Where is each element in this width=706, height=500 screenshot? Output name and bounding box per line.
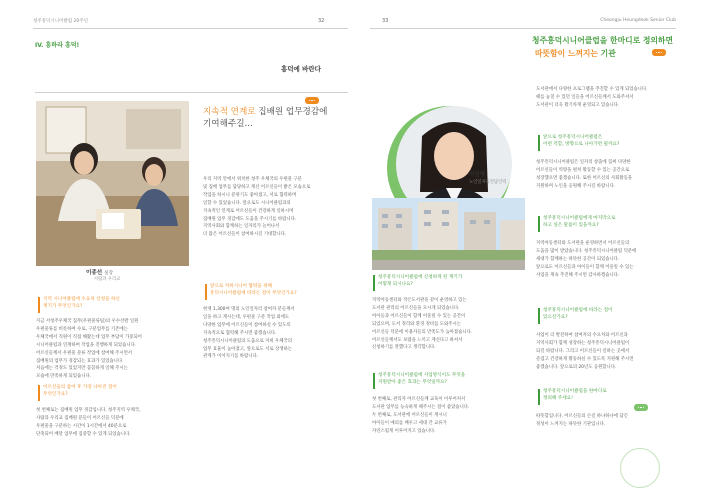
question-6-text: 앞으로 청주흥덕시니어클럽은 어떤 역할, 방향으로 나아가면 될까요?	[543, 135, 620, 147]
right-intro-text: 도서관에서 다양한 프로그램을 추진할 수 있게 되었습니다. 때를 놓칠 수 있던 일들을 어르신들께서 도와주셔서 도서관이 더욱 활기차게 운영되고 있습니다.	[536, 87, 648, 108]
answer-7: 지역아동센터와 도서관을 운영하면서 어르신들의 도움을 많이 받았습니다. 청주흥덕시니어클럽 덕분에 세대가 함께하는 따뜻한 공간이 되었습니다. 앞으로도 어르신들과 아이들이 함께 어울릴 수 있는 사업을 계속 추진해 주시면 감사하겠습니다.	[536, 241, 637, 278]
question-9-bar	[538, 389, 540, 405]
interviewee1-role: 실장	[104, 271, 114, 276]
question-3-text: 앞으로 저희시니어 협력을 위해 흥덕시니어클럽에 바라는 점이 무엇인가요?	[210, 284, 297, 296]
headline-1-rest: 집배원 업무경감에	[255, 107, 328, 117]
question-4	[373, 275, 523, 291]
answer-1: 지금 서청주우체국 집무(우편물류팀)의 우수선발 일원 우편물류를 비롯하여 수로, 구분업무를 기존에는 우체국에서 직원이 직접 해왔는데 업무 부담이 가중되어 시니어클럽과 연계하여 작업을 진행하게 되었습니다. 어르신들께서 우편물 분류 작업에 참여해 주시면서 집배원의 업무가 경감되는 효과가 있었습니다. 처음에는 걱정도 있었지만 꼼꼼하게 일해 주시는 모습에 만족하게 되었습니다.	[36, 319, 142, 380]
answer-8: 사업이 더 발전하여 참여자의 수요처와 어르신과 지역사회가 함께 성장하는 청주흥덕시니어클럽이 되길 바랍니다. 그리고 어르신들이 일하는 곳에서 즐겁고 건강하게 활동하실 수 있도록 지원해 주시면 좋겠습니다. 앞으로의 20년도 응원합니다.	[536, 333, 634, 370]
question-1-bar	[38, 297, 40, 313]
answer-4: 지역아동센터와 작은도서관을 같이 운영하고 있는 도서관 관리의 어르신들을 모시게 되었습니다. 아이들과 어르신들이 함께 어울릴 수 있는 공간이 되었으며, 도서 정리와 환경 정비를 도와주시는 어르신들 덕분에 이용자들의 만족도가 높아졌습니다. 어르신들께서도 보람을 느끼고 계신다고 하셔서 신청하기를 잘했다고 생각합니다.	[372, 298, 473, 351]
headline-1-highlight: 지속적 연계로	[203, 107, 256, 117]
mid-column-text: 우리 지역 안에서 위치한 청주 우체국의 우편물 구분 및 집배 업무를 담당하고 계신 어르신들이 밝은 모습으로 작업을 하시니 분위기도 좋아졌고, 서로 협력하며 일할 수 있었습니다. 앞으로도 시니어클럽과의 지속적인 연계로 어르신들이 건강하게 일하시며 집배원 업무 경감에도 도움을 주시기를 바랍니다. 지역사회와 함께하는 일자리가 늘어나서 더 많은 어르신들이 참여하시길 기대합니다.	[203, 177, 311, 238]
answer-9: 따뜻함입니다. 어르신들의 손길 하나하나에 담긴 정성이 느껴지는 따뜻한 기관입니다.	[536, 414, 628, 427]
interviewee2-name: 서진영	[469, 172, 486, 178]
question-9-text: 청주흥덕시니어클럽을 한마디로 정의해 주세요!	[543, 389, 607, 401]
question-9	[538, 389, 678, 405]
question-5-text: 청주흥덕시니어클럽에 사업방식이도 무엇을 지원받아 좋은 효과는 무엇일까요?	[378, 373, 466, 385]
header-right-text: Cheongju Heungdeok Senior Club	[600, 18, 676, 23]
page-number-right: 33	[382, 18, 389, 24]
header-rule-right	[370, 28, 676, 29]
question-7-text: 청주흥덕시니어클럽에게 마지막으로 하고 싶은 말씀이 있을까요?	[543, 216, 616, 228]
answer-3: 현재 1,300여 명의 노인일자리 참여자 분들께서 일을 하고 계시는데, 우편물 구분 작업 외에도 다양한 업무에 어르신들이 참여하실 수 있도록 지속적으로 협력해 주시면 좋겠습니다. 청주흥덕시니어클럽의 도움으로 저희 우체국의 업무 효율이 높아졌고, 앞으로도 서로 상생하는 관계가 이어지기를 바랍니다.	[203, 307, 295, 360]
question-8	[538, 308, 678, 324]
question-1	[38, 297, 188, 313]
interviewee1-org: 사람과 우리교	[94, 277, 121, 282]
question-4-text: 청주흥덕시니어클럽에 신청하게 된 계기가 어떻게 되시나요?	[378, 275, 463, 287]
interviewee1-name	[86, 268, 113, 276]
question-6	[538, 135, 678, 151]
section-label: IV. 흥하라 흥덕!	[35, 42, 80, 49]
question-8-text: 청주흥덕시니어클럽에 바라는 점이 있으신가요?	[543, 308, 613, 320]
question-2	[38, 385, 188, 401]
question-3-bar	[205, 284, 207, 300]
interviewee1-name-text: 이종선	[86, 270, 103, 276]
wish-title: 흥덕에 바란다	[281, 65, 321, 73]
interview-photo-1	[36, 101, 189, 266]
question-5	[373, 373, 523, 389]
question-1-text: 지역 시니어클럽에 수요처 신청을 하신 계기가 무엇인가요?	[43, 297, 120, 309]
question-6-bar	[538, 135, 540, 151]
decorative-bubble	[620, 448, 660, 488]
building-photo	[372, 198, 525, 270]
question-2-text: 어르신들의 참여 후 가장 나아진 점이 무엇인가요?	[43, 385, 117, 397]
headline-2-line2	[535, 48, 616, 59]
question-3	[205, 284, 350, 300]
interviewee2-role: 노인일자리전담인력	[469, 180, 507, 185]
page-number-left: 32	[318, 18, 325, 24]
headline-2-highlight: 따뜻함이 느껴지는	[535, 49, 598, 58]
wish-title-rule	[35, 92, 348, 93]
building-photo-illustration	[372, 198, 525, 270]
headline-1-line2: 기여해주길...	[203, 119, 253, 129]
answer-5: 첫 번째로, 관리자 어르신들께 교육이 이루어져서 도서관 업무를 능숙하게 해주시는 점이 좋았습니다. 두 번째로, 도서관에 어르신들이 계시니 아이들이 예의를 배우고 세대 간 교류가 자연스럽게 이루어지고 있습니다.	[372, 397, 470, 434]
question-2-bar	[38, 385, 40, 401]
question-5-bar	[373, 373, 375, 389]
header-rule-left	[33, 28, 348, 29]
answer-6: 청주흥덕시니어클럽은 일자리 창출에 힘써 다양한 어르신들이 역량을 펼쳐 활동할 수 있는 공간으로 성장했으면 좋겠습니다. 또한 어르신의 사회활동을 지원하며 노인을 응원해 주시길 바랍니다.	[536, 160, 633, 189]
question-4-bar	[373, 275, 375, 291]
more-dots-badge-1	[305, 97, 319, 104]
office-photo-illustration	[36, 101, 189, 266]
headline-1	[203, 106, 327, 130]
more-dots-badge-3	[634, 404, 648, 411]
header-left-text: 청주흥덕시니어클럽 20주년	[33, 19, 88, 24]
answer-2: 첫 번째로는 집배원 업무 경감입니다. 청주지역 우체국, 사람과 우리교 집배원 분들이 어르신들 덕분에 우편물을 구분하는 시간이 1시간에서 40분으로 단축되어 배달 업무에 집중할 수 있게 되었습니다.	[36, 408, 141, 437]
headline-2-rest: 기관	[597, 49, 616, 58]
question-8-bar	[538, 308, 540, 324]
question-7	[538, 216, 678, 232]
more-dots-badge-2	[652, 49, 666, 56]
headline-2-line1: 청주흥덕시니어클럽을 한마디로 정의하면	[532, 36, 673, 45]
question-7-bar	[538, 216, 540, 232]
